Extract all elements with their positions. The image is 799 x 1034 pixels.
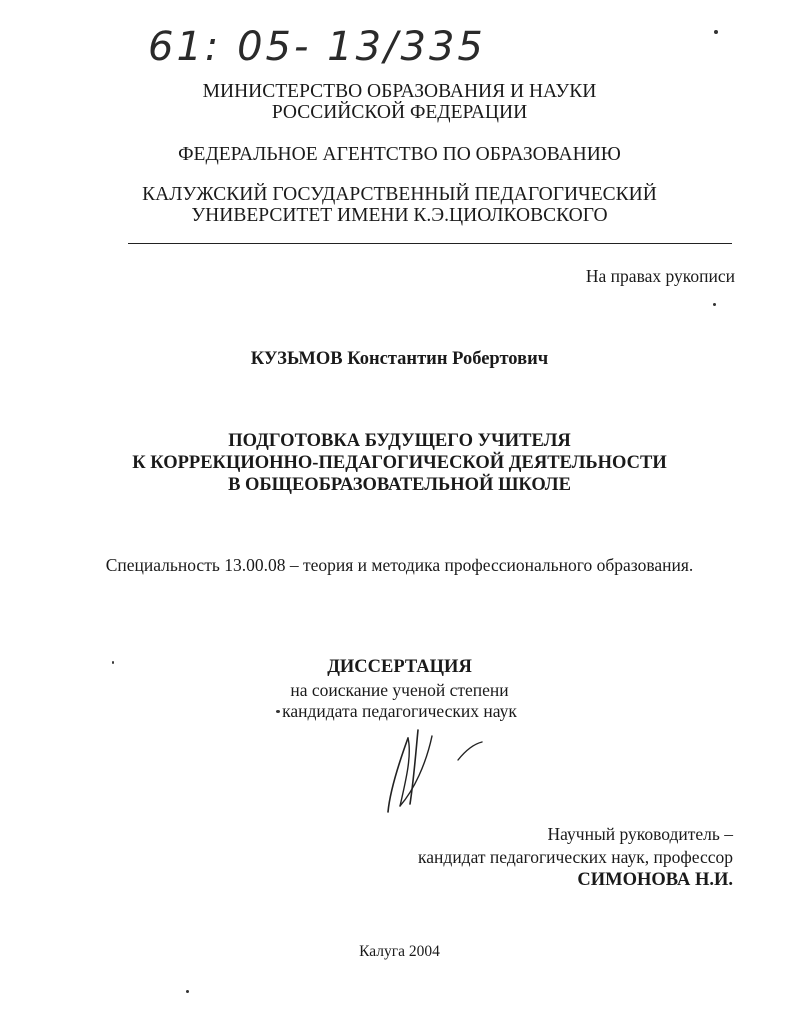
ministry-line-1: МИНИСТЕРСТВО ОБРАЗОВАНИЯ И НАУКИ	[202, 81, 597, 102]
agency-name: ФЕДЕРАЛЬНОЕ АГЕНТСТВО ПО ОБРАЗОВАНИЮ	[178, 144, 621, 165]
scan-mark-top-right	[714, 30, 718, 34]
author-name: КУЗЬМОВ Константин Робертович	[250, 349, 549, 369]
supervisor-name: СИМОНОВА Н.И.	[577, 870, 733, 890]
city-year: Калуга 2004	[359, 943, 440, 960]
university-line-2: УНИВЕРСИТЕТ ИМЕНИ К.Э.ЦИОЛКОВСКОГО	[191, 205, 608, 226]
dissertation-degree-line-1: на соискание ученой степени	[290, 680, 509, 700]
title-line-1: ПОДГОТОВКА БУДУЩЕГО УЧИТЕЛЯ	[228, 431, 571, 451]
ministry-line-2: РОССИЙСКОЙ ФЕДЕРАЦИИ	[271, 102, 528, 123]
signature-icon	[370, 720, 500, 820]
specialty: Специальность 13.00.08 – теория и методика профессионального образования.	[105, 555, 694, 575]
dissertation-label: ДИССЕРТАЦИЯ	[327, 657, 472, 677]
archive-number-text: 61: 05- 13/335	[148, 24, 486, 70]
dissertation-degree-line-2: кандидата педагогических наук	[282, 701, 517, 721]
scan-mark-bottom	[186, 990, 189, 993]
university-line-1: КАЛУЖСКИЙ ГОСУДАРСТВЕННЫЙ ПЕДАГОГИЧЕСКИЙ	[142, 184, 657, 205]
supervisor-block	[418, 823, 733, 892]
supervisor-degree: кандидат педагогических наук, профессор	[418, 847, 733, 867]
manuscript-rights: На правах рукописи	[585, 266, 735, 286]
archive-number-handwritten	[146, 14, 486, 74]
scan-mark-right	[713, 303, 716, 306]
title-line-3: В ОБЩЕОБРАЗОВАТЕЛЬНОЙ ШКОЛЕ	[228, 475, 571, 495]
header-divider	[128, 243, 732, 244]
supervisor-role: Научный руководитель –	[547, 824, 733, 844]
title-line-2: К КОРРЕКЦИОННО-ПЕДАГОГИЧЕСКОЙ ДЕЯТЕЛЬНОСТИ	[132, 453, 667, 473]
